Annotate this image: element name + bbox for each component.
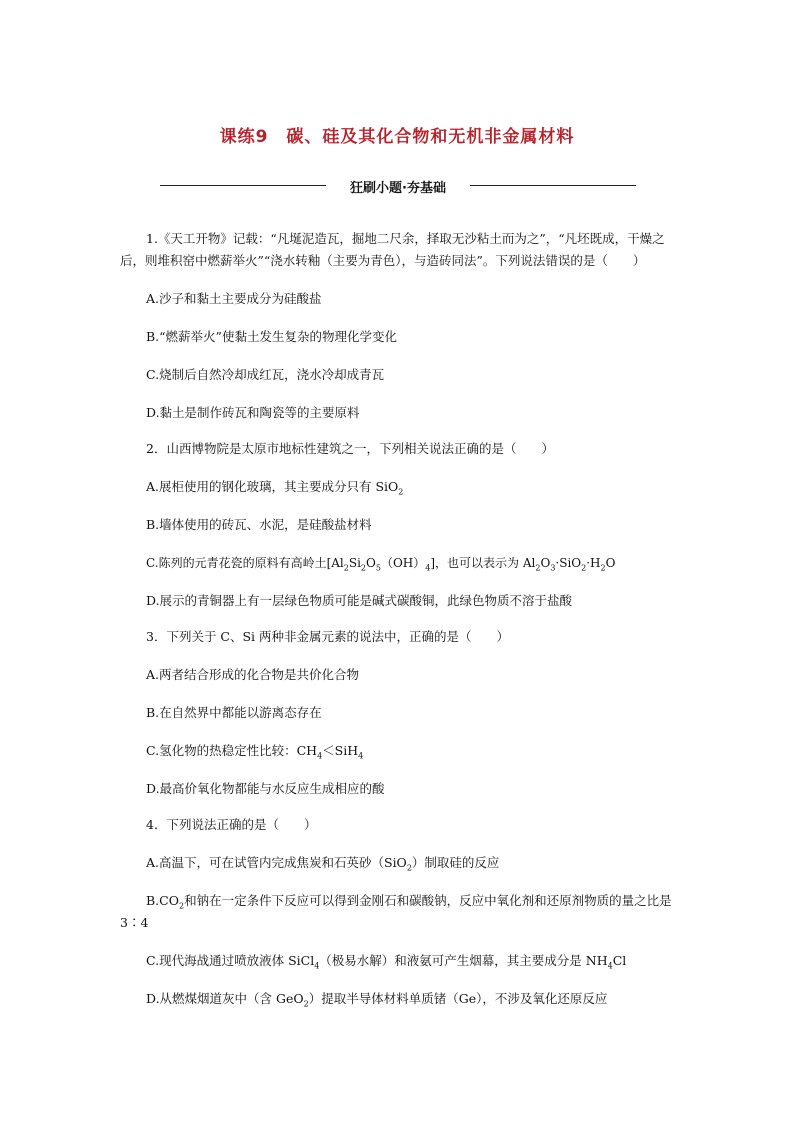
question-2-option-a: A.展柜使用的钢化玻璃，其主要成分只有 SiO$_2$ xyxy=(146,479,404,497)
question-2-option-d: D.展示的青铜器上有一层绿色物质可能是碱式碳酸铜，此绿色物质不溶于盐酸 xyxy=(146,593,573,608)
section-title: 狂刷小题·夯基础 xyxy=(350,181,446,196)
question-4-option-d: D.从燃煤烟道灰中（含 GeO$_2$）提取半导体材料单质锗（Ge），不涉及氧化还原反应 xyxy=(146,991,608,1009)
question-4-option-b: $B.CO_2$和钠在一定条件下反应可以得到金刚石和碳酸钠，反应中氧化剂和还原剂物质的量之比是 3∶4 xyxy=(120,893,672,930)
question-3-stem: 3．下列关于 C、Si 两种非金属元素的说法中，正确的是（ ） xyxy=(146,629,510,644)
section-divider-left xyxy=(160,185,326,186)
question-4-option-a: A.高温下，可在试管内完成焦炭和石英砂（SiO$_2$）制取硅的反应 xyxy=(146,855,500,873)
question-1-option-c: C.烧制后自然冷却成红瓦，浇水冷却成青瓦 xyxy=(146,367,385,382)
question-4-option-c: C.现代海战通过喷放液体 SiCl$_4$（极易水解）和液氨可产生烟幕，其主要成分是 $NH_4Cl$ xyxy=(146,953,627,971)
question-3-option-c: C.氢化物的热稳定性比较：$CH_4<SiH_4$ xyxy=(146,743,364,761)
question-4-stem: 4．下列说法正确的是（ ） xyxy=(146,817,317,832)
section-divider-right xyxy=(470,185,636,186)
question-1-option-a: A.沙子和黏土主要成分为硅酸盐 xyxy=(146,291,322,306)
question-3-option-a: A.两者结合形成的化合物是共价化合物 xyxy=(146,667,360,682)
question-1-stem: 1.《天工开物》记载：“凡埏泥造瓦，掘地二尺余，择取无沙粘土而为之”，“凡坯既成，干燥之后，则堆积窑中燃薪举火”“浇水转釉（主要为青色），与造砖同法”。下列说法错误的是（ ） xyxy=(120,231,665,268)
question-2-stem: 2．山西博物院是太原市地标性建筑之一，下列相关说法正确的是（ ） xyxy=(146,441,554,456)
question-2-option-b: B.墙体使用的砖瓦、水泥，是硅酸盐材料 xyxy=(146,517,372,532)
question-3-option-b: B.在自然界中都能以游离态存在 xyxy=(146,705,322,720)
question-1-option-b: B.“燃薪举火”使黏土发生复杂的物理化学变化 xyxy=(146,329,397,344)
page-title: 课练9 碳、硅及其化合物和无机非金属材料 xyxy=(219,127,575,147)
question-3-option-d: D.最高价氧化物都能与水反应生成相应的酸 xyxy=(146,781,385,796)
question-1-option-d: D.黏土是制作砖瓦和陶瓷等的主要原料 xyxy=(146,405,360,420)
question-list xyxy=(120,228,680,1010)
question-2-option-c: C.陈列的元青花瓷的原料有高岭土$[Al_2Si_2O_5(OH)_4]$，也可以表示为 $Al_2O_3\cdot SiO_2\cdot H_2O$ xyxy=(146,556,616,573)
